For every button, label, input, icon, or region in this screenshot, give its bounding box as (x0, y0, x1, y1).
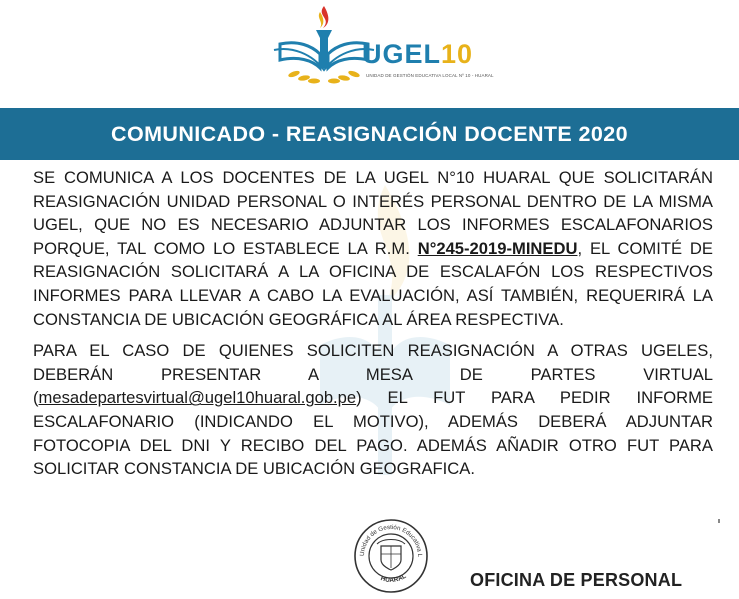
paragraph-1-end: , EL COMITÉ DE REASIGNACIÓN SOLICITARÁ A LA OFICINA DE ESCALAFÓN LOS RESPECTIVOS INFORMES PARA LLEVAR A CABO LA EVALUACIÓN, ASÍ TAMBIÉN, REQUERIRÁ LA CONSTANCIA DE UBICACIÓN GEOGRÁFICA AL ÁREA RESPECTIVA. (33, 238, 713, 329)
title-banner (0, 108, 739, 160)
paragraph-2-start: PARA EL CASO DE QUIENES SOLICITEN REASIGNACIÓN A OTRAS UGELES, DEBERÁN PRESENTAR A MESA DE PARTES VIRTUAL ( (33, 341, 713, 408)
resolution-reference: N°245-2019-MINEDU (417, 238, 578, 258)
paragraph-1-start: SE COMUNICA A LOS DOCENTES DE LA UGEL N°10 HUARAL QUE SOLICITARÁN REASIGNACIÓN UNIDAD PERSONAL O INTERÉS PERSONAL DENTRO DE LA MISMA UGEL, QUE NO ES NECESARIO ADJUNTAR LOS INFORMES ESCALAFONARIOS PORQUE, TAL COMO LO ESTABLECE LA R.M. (33, 168, 713, 258)
email-link[interactable]: mesadepartesvirtual@ugel10huaral.gob.pe (38, 388, 357, 408)
logo-wordmark (362, 39, 473, 70)
logo-subtitle: UNIDAD DE GESTIÓN EDUCATIVA LOCAL Nº 10 - HUARAL (366, 73, 494, 78)
logo-number: 10 (441, 39, 474, 69)
signature-office: OFICINA DE PERSONAL (470, 570, 683, 590)
seal-bottom-text: HUARAL (379, 572, 408, 585)
page-title: COMUNICADO - REASIGNACIÓN DOCENTE 2020 (111, 121, 628, 146)
ugel-logo (270, 4, 494, 96)
paragraph-2-end: ) EL FUT PARA PEDIR INFORME ESCALAFONARIO (INDICANDO EL MOTIVO), ADEMÁS DEBERÁ ADJUNTAR FOTOCOPIA DEL DNI Y RECIBO DEL PAGO. ADEMÁS AÑADIR OTRO FUT PARA SOLICITAR CONSTANCIA DE UBICACIÓN GEOGRAFICA. (33, 388, 713, 479)
logo-name: UGEL (362, 39, 442, 69)
communique-body (33, 166, 713, 489)
scan-mark (718, 519, 720, 523)
paragraph-1 (33, 166, 713, 331)
paragraph-2 (33, 339, 713, 481)
official-seal (353, 518, 429, 594)
seal-ring-text: Unidad de Gestión Educativa L (358, 523, 424, 558)
